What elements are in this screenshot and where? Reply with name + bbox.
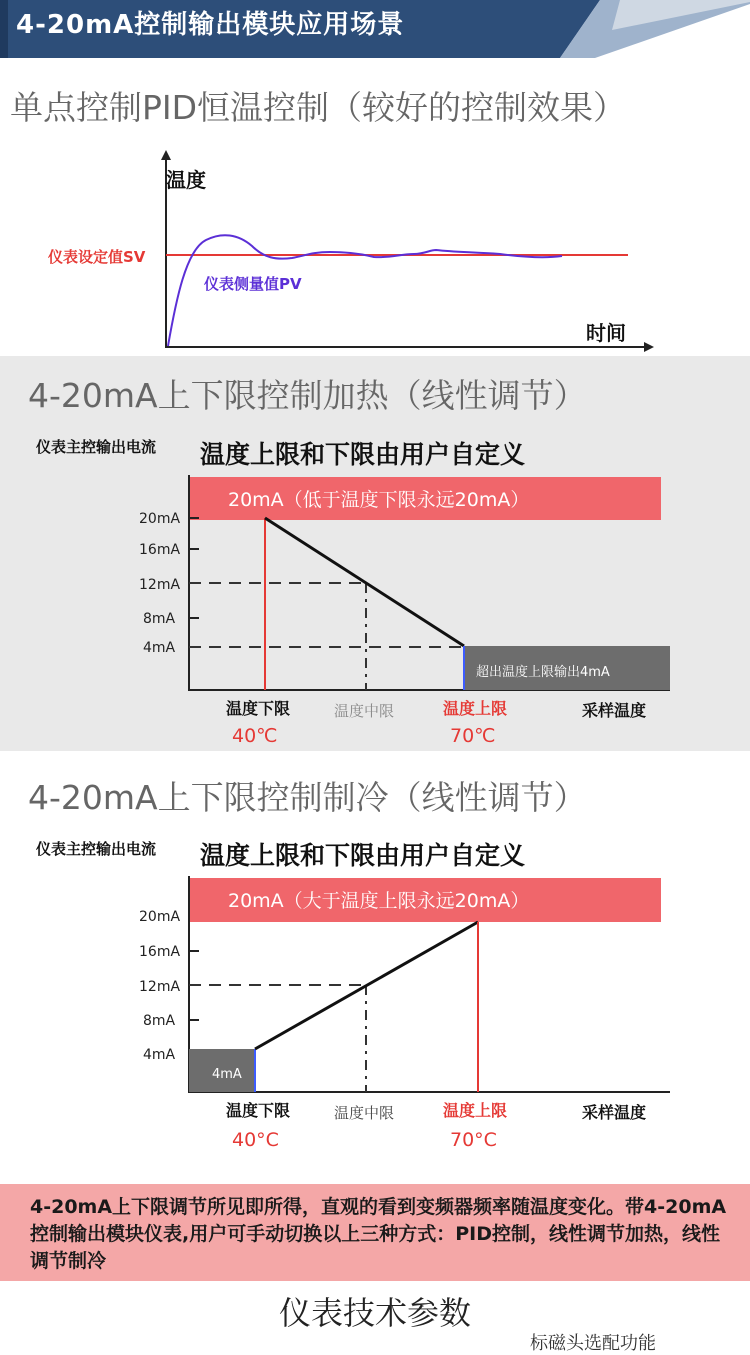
section3-title: 4-20mA上下限控制制冷（线性调节） [28,778,587,817]
heating-middle-label: 温度中限 [334,702,395,720]
cooling-tick-16: 16mA [139,944,181,960]
cooling-upper-label: 温度上限 [443,1101,508,1120]
footer-cut-text: 标磁头选配功能 [530,1333,656,1354]
section2-title: 4-20mA上下限控制加热（线性调节） [28,376,587,415]
cooling-output-line [255,922,478,1049]
heating-tick-8: 8mA [143,611,176,627]
heating-axis-label: 采样温度 [582,701,647,720]
section1-title: 单点控制PID恒温控制（较好的控制效果） [10,88,627,127]
heating-tick-12: 12mA [139,577,181,593]
heating-lower-label: 温度下限 [226,699,291,718]
page-title: 4-20mA控制输出模块应用场景 [16,10,405,40]
pv-label: 仪表侧量值PV [204,275,302,293]
cooling-tick-4: 4mA [143,1047,176,1063]
cooling-banner-text: 20mA（大于温度上限永远20mA） [228,890,530,912]
heating-banner-text: 20mA（低于温度下限永远20mA） [228,489,530,511]
heating-tick-4: 4mA [143,640,176,656]
footer-title: 仪表技术参数 [278,1294,471,1332]
heating-lower-temp: 40℃ [232,725,278,747]
cooling-tick-12: 12mA [139,979,181,995]
cooling-tick-8: 8mA [143,1013,176,1029]
x-axis-label: 时间 [586,321,626,345]
cooling-lower-temp: 40°C [232,1129,279,1151]
sv-label: 仪表设定值SV [48,248,146,266]
cooling-upper-temp: 70°C [450,1129,497,1151]
heating-over-note: 超出温度上限输出4mA [476,665,610,680]
heating-tick-16: 16mA [139,542,181,558]
cooling-lower-label: 温度下限 [226,1101,291,1120]
heating-upper-label: 温度上限 [443,699,508,718]
summary-text: 4-20mA上下限调节所见即所得，直观的看到变频器频率随温度变化。带4-20mA控制输出模块仪表,用户可手动切换以上三种方式：PID控制，线性调节加热，线性调节制冷 [30,1196,727,1272]
heating-heading: 温度上限和下限由用户自定义 [200,440,526,469]
cooling-y-axis-label: 仪表主控输出电流 [36,840,157,858]
cooling-tick-20: 20mA [139,909,181,925]
cooling-middle-label: 温度中限 [334,1104,395,1122]
heating-tick-20: 20mA [139,511,181,527]
cooling-axis-label: 采样温度 [582,1103,647,1122]
heating-y-axis-label: 仪表主控输出电流 [36,438,157,456]
cooling-under-note: 4mA [212,1067,242,1082]
heating-upper-temp: 70℃ [450,725,496,747]
cooling-heading: 温度上限和下限由用户自定义 [200,841,526,870]
y-axis-label: 温度 [166,168,206,192]
